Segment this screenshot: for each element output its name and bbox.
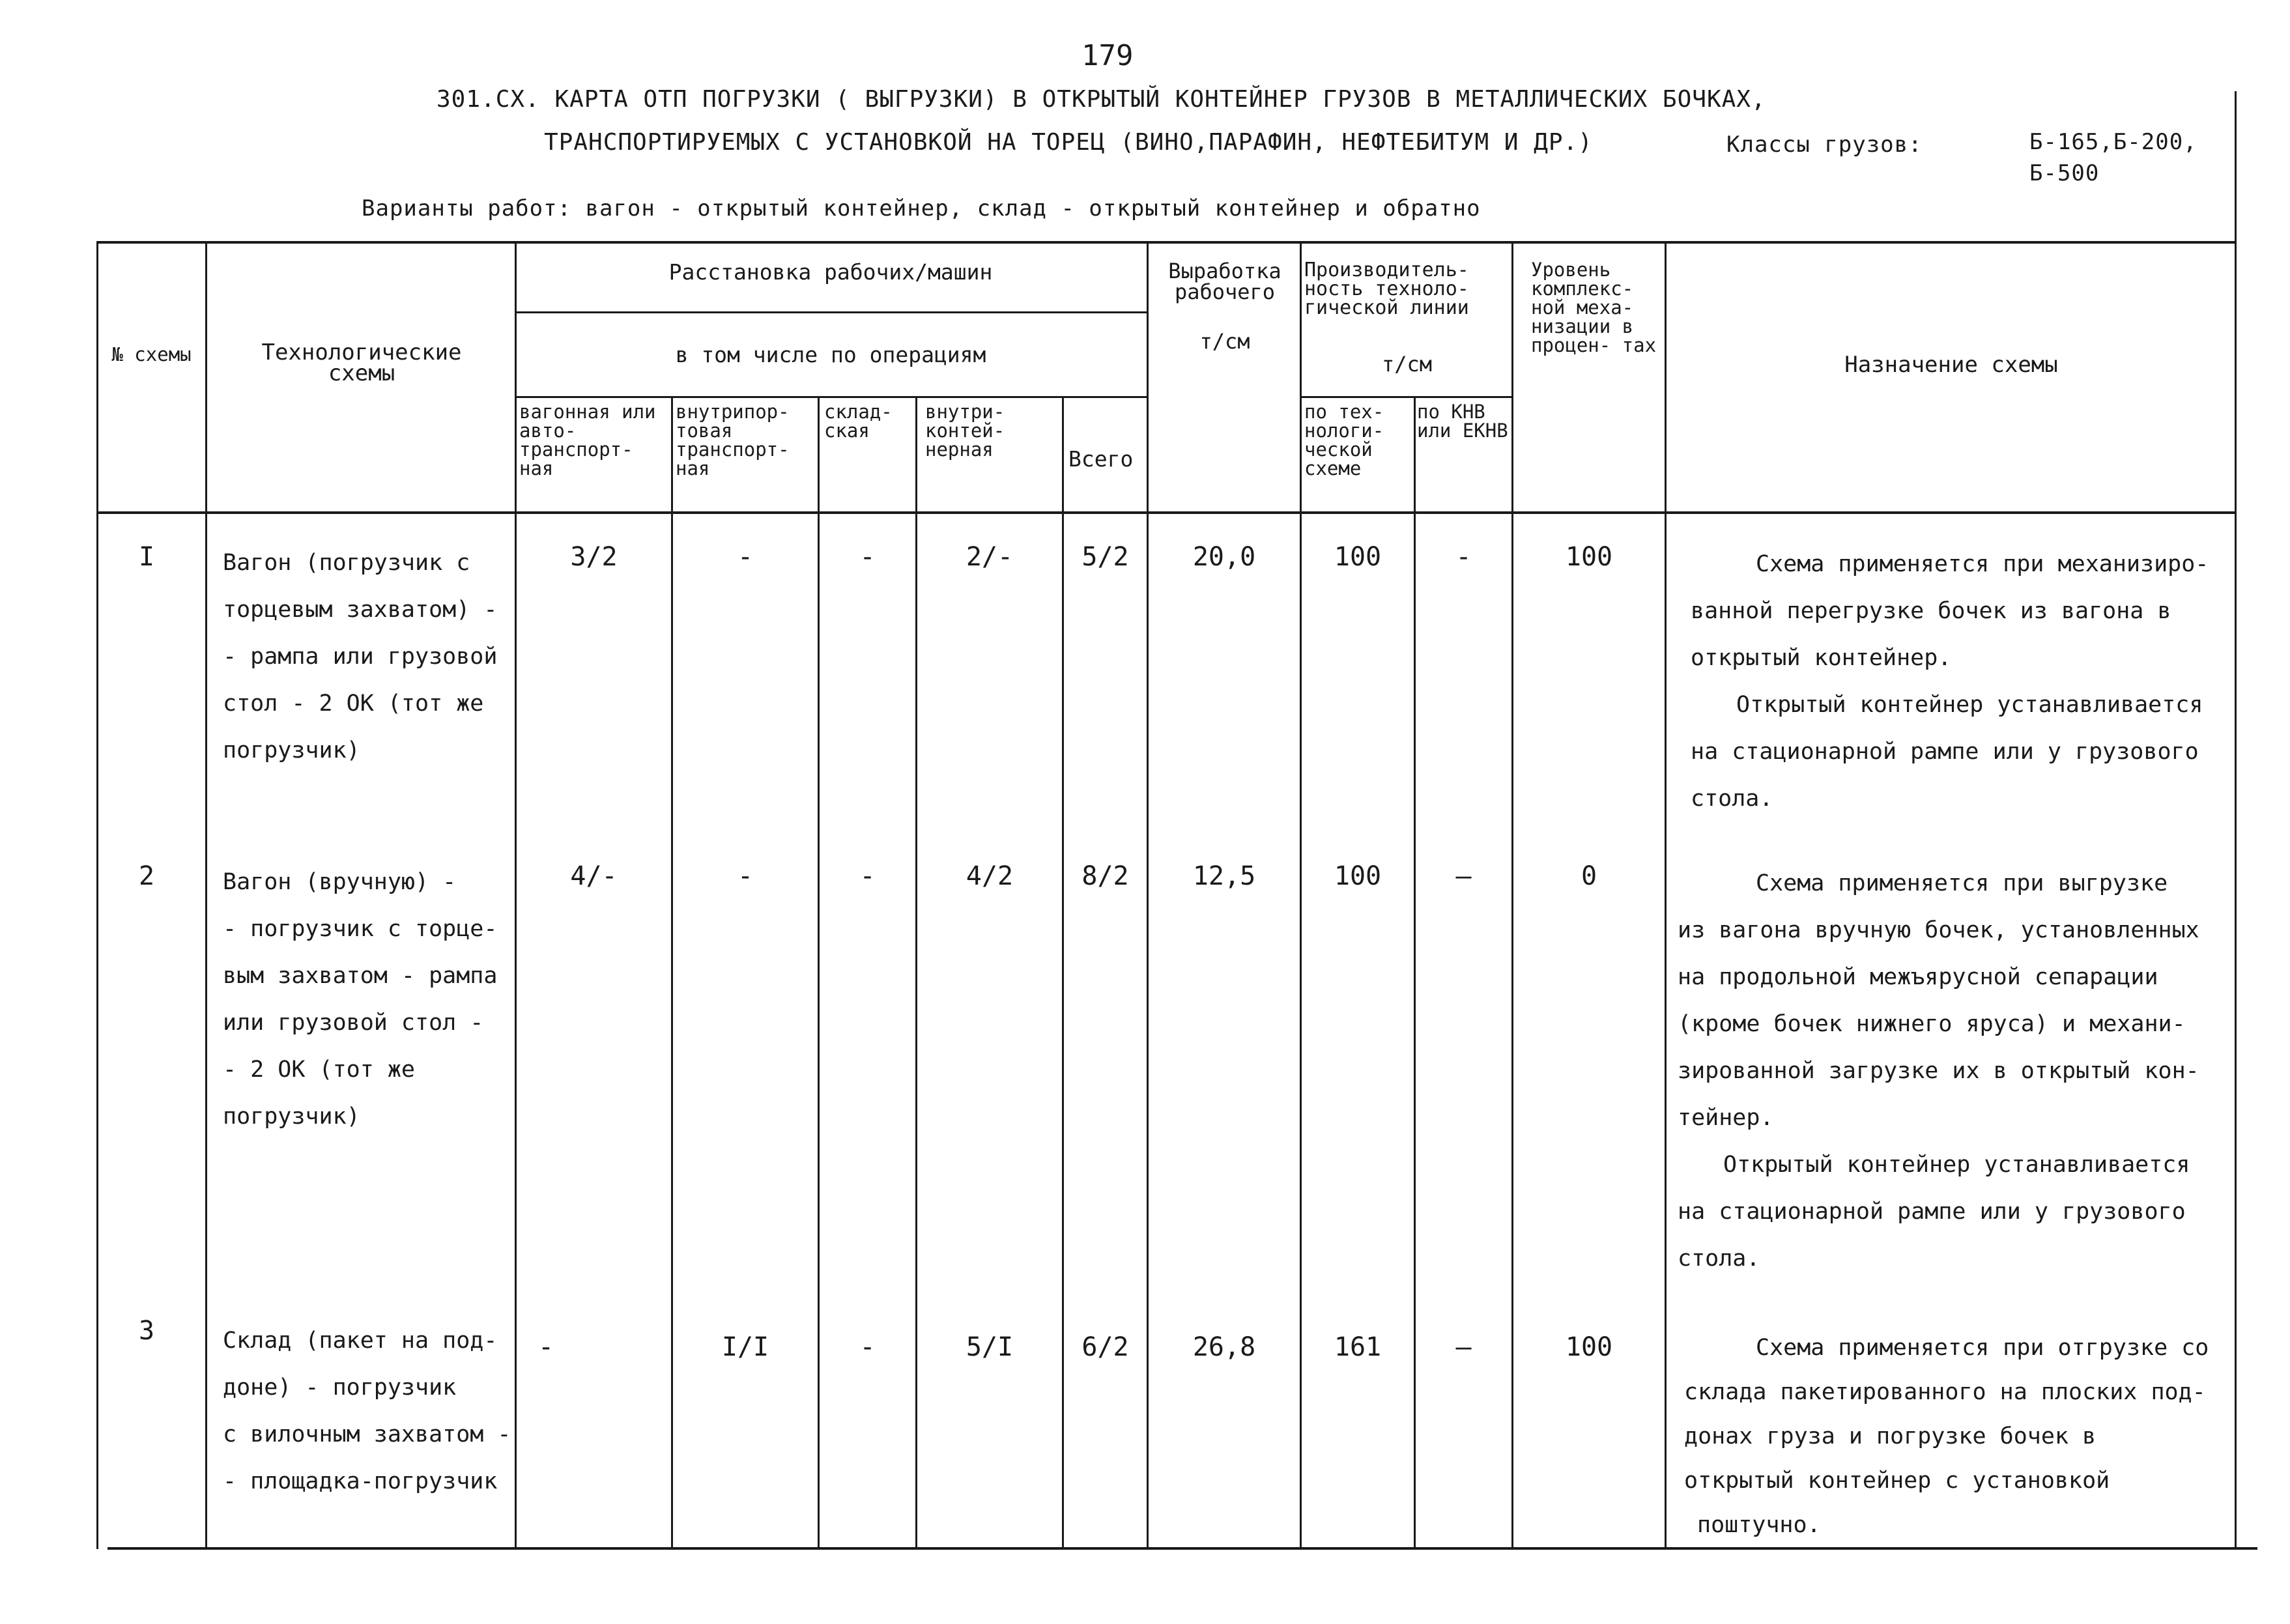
row2-scheme-line: погрузчик) <box>223 1104 360 1130</box>
variants-line: Варианты работ: вагон - открытый контейнер, склад - открытый контейнер и обратно <box>362 195 1481 221</box>
row2-prod-scheme: 100 <box>1334 861 1382 891</box>
header-by-operations: в том числе по операциям <box>675 342 986 367</box>
row1-intra: - <box>737 542 754 572</box>
row1-purpose-line: ванной перегрузке бочек из вагона в <box>1691 598 2171 624</box>
row1-purpose-line: открытый контейнер. <box>1691 645 1952 671</box>
row3-purpose-line: донах груза и погрузке бочек в <box>1684 1423 2097 1449</box>
header-mechanization: Уровень комплекс- ной меха- низации в процен- тах <box>1531 259 1657 356</box>
col-sep-scheme <box>205 241 207 1549</box>
row3-no: 3 <box>138 1316 155 1346</box>
title-line-2: ТРАНСПОРТИРУЕМЫХ С УСТАНОВКОЙ НА ТОРЕЦ (ВИНО,ПАРАФИН, НЕФТЕБИТУМ И ДР.) <box>544 129 1593 156</box>
row2-intra: - <box>737 861 754 891</box>
row1-mech: 100 <box>1565 542 1613 572</box>
row1-no: I <box>138 542 155 572</box>
row1-purpose-line: на стационарной рампе или у грузового <box>1691 739 2199 765</box>
cargo-class-line-2: Б-500 <box>2029 160 2100 186</box>
header-prod-scheme: по тех- нологи- ческой схеме <box>1304 401 1384 479</box>
row3-output: 26,8 <box>1192 1332 1256 1362</box>
row1-purpose-line: Открытый контейнер устанавливается <box>1736 692 2203 718</box>
row1-scheme <box>223 539 513 774</box>
row1-purpose-line: Схема применяется при механизиро- <box>1756 551 2209 577</box>
header-tech-schemes: Технологические схемы <box>261 339 462 386</box>
row2-total: 8/2 <box>1081 861 1129 891</box>
header-output: Выработка рабочего <box>1168 259 1281 304</box>
row2-prod-kn: — <box>1455 861 1472 891</box>
row3-purpose-line: Схема применяется при отгрузке со <box>1756 1335 2209 1361</box>
table-right-border <box>2235 91 2237 1549</box>
header-op-warehouse: склад- ская <box>824 401 893 442</box>
row1-scheme-line: - рампа или грузовой <box>223 644 498 670</box>
row2-purpose-line: зированной загрузке их в открытый кон- <box>1678 1058 2199 1084</box>
row2-purpose-line: на стационарной рампе или у грузового <box>1678 1199 2186 1225</box>
row2-purpose-line: на продольной межъярусной сепарации <box>1678 964 2158 990</box>
row3-prod-kn: — <box>1455 1332 1472 1362</box>
row3-scheme <box>223 1317 513 1505</box>
header-op-total: Всего <box>1068 446 1134 472</box>
header-prod-kn: по КНВ или ЕКНВ <box>1417 401 1508 442</box>
header-placement: Расстановка рабочих/машин <box>668 259 993 285</box>
row2-output: 12,5 <box>1192 861 1256 891</box>
row2-scheme-line: - погрузчик с торце- <box>223 916 498 942</box>
row3-prod-scheme: 161 <box>1334 1332 1382 1362</box>
col-sep-mech <box>1665 241 1667 1549</box>
row3-wagon: - <box>537 1332 554 1362</box>
row2-wagon: 4/- <box>570 861 618 891</box>
row2-purpose-line: Схема применяется при выгрузке <box>1756 870 2168 896</box>
row3-purpose-line: открытый контейнер с установкой <box>1684 1468 2110 1494</box>
row3-scheme-line: с вилочным захватом - <box>223 1421 511 1447</box>
row2-purpose-line: стола. <box>1678 1246 1760 1272</box>
row2-purpose-line: тейнер. <box>1678 1105 1774 1131</box>
productivity-under-line <box>1300 396 1511 398</box>
row3-scheme-line: Склад (пакет на под- <box>223 1328 498 1354</box>
row3-container: 5/I <box>966 1332 1014 1362</box>
row2-purpose <box>1678 860 2231 1282</box>
row3-warehouse: - <box>859 1332 876 1362</box>
row1-scheme-line: погрузчик) <box>223 737 360 763</box>
row2-purpose-line: (кроме бочек нижнего яруса) и механи- <box>1678 1011 2186 1037</box>
row2-scheme-line: вым захватом - рампа <box>223 963 498 989</box>
row3-scheme-line: - площадка-погрузчик <box>223 1468 498 1494</box>
header-op-container: внутри- контей- нерная <box>925 401 1005 461</box>
row3-mech: 100 <box>1565 1332 1613 1362</box>
row2-purpose-line: из вагона вручную бочек, установленных <box>1678 917 2199 943</box>
row3-total: 6/2 <box>1081 1332 1129 1362</box>
row2-scheme <box>223 859 513 1140</box>
operations-under-line <box>515 396 1147 398</box>
row3-purpose-line: склада пакетированного на плоских под- <box>1684 1379 2206 1405</box>
row1-container: 2/- <box>966 542 1014 572</box>
row1-prod-kn: - <box>1455 542 1472 572</box>
row2-purpose-line: Открытый контейнер устанавливается <box>1723 1152 2190 1178</box>
row1-purpose <box>1691 541 2231 822</box>
header-scheme-no: № схемы <box>111 343 192 365</box>
row3-scheme-line: доне) - погрузчик <box>223 1375 457 1401</box>
cargo-class-label: Классы грузов: <box>1726 132 1923 158</box>
row1-output: 20,0 <box>1192 542 1256 572</box>
row1-purpose-line: стола. <box>1691 786 1773 812</box>
row2-no: 2 <box>138 861 155 891</box>
page-number: 179 <box>1081 39 1134 72</box>
row1-total: 5/2 <box>1081 542 1129 572</box>
header-bottom-border <box>96 511 2235 514</box>
table-top-border <box>96 241 2235 244</box>
header-purpose: Назначение схемы <box>1844 352 2058 378</box>
table-left-border <box>96 241 98 1549</box>
row3-intra: I/I <box>721 1332 769 1362</box>
row2-scheme-line: Вагон (вручную) - <box>223 869 457 895</box>
row2-scheme-line: или грузовой стол - <box>223 1010 484 1036</box>
row1-warehouse: - <box>859 542 876 572</box>
cargo-class-line-1: Б-165,Б-200, <box>2029 129 2197 155</box>
row2-scheme-line: - 2 ОК (тот же <box>223 1057 416 1083</box>
row1-scheme-line: стол - 2 ОК (тот же <box>223 691 484 717</box>
row3-purpose <box>1684 1326 2231 1547</box>
row1-scheme-line: Вагон (погрузчик с <box>223 550 470 576</box>
row1-scheme-line: торцевым захватом) - <box>223 597 498 623</box>
row3-purpose-line: поштучно. <box>1697 1512 1821 1538</box>
table-bottom-border <box>107 1547 2257 1550</box>
header-output-unit: т/см <box>1199 329 1250 354</box>
header-productivity-unit: т/см <box>1381 352 1433 377</box>
row1-wagon: 3/2 <box>570 542 618 572</box>
placement-under-line <box>515 311 1147 313</box>
title-line-1: 301.СХ. КАРТА ОТП ПОГРУЗКИ ( ВЫГРУЗКИ) В ОТКРЫТЫЙ КОНТЕЙНЕР ГРУЗОВ В МЕТАЛЛИЧЕСКИХ БОЧКАХ, <box>437 86 1766 113</box>
row2-warehouse: - <box>859 861 876 891</box>
header-productivity: Производитель- ность техноло- гической линии <box>1304 259 1469 319</box>
row1-prod-scheme: 100 <box>1334 542 1382 572</box>
header-op-intra: внутрипор- товая транспорт- ная <box>676 401 790 479</box>
row2-mech: 0 <box>1581 861 1597 891</box>
header-op-wagon: вагонная или авто- транспорт- ная <box>519 401 656 479</box>
row2-container: 4/2 <box>966 861 1014 891</box>
